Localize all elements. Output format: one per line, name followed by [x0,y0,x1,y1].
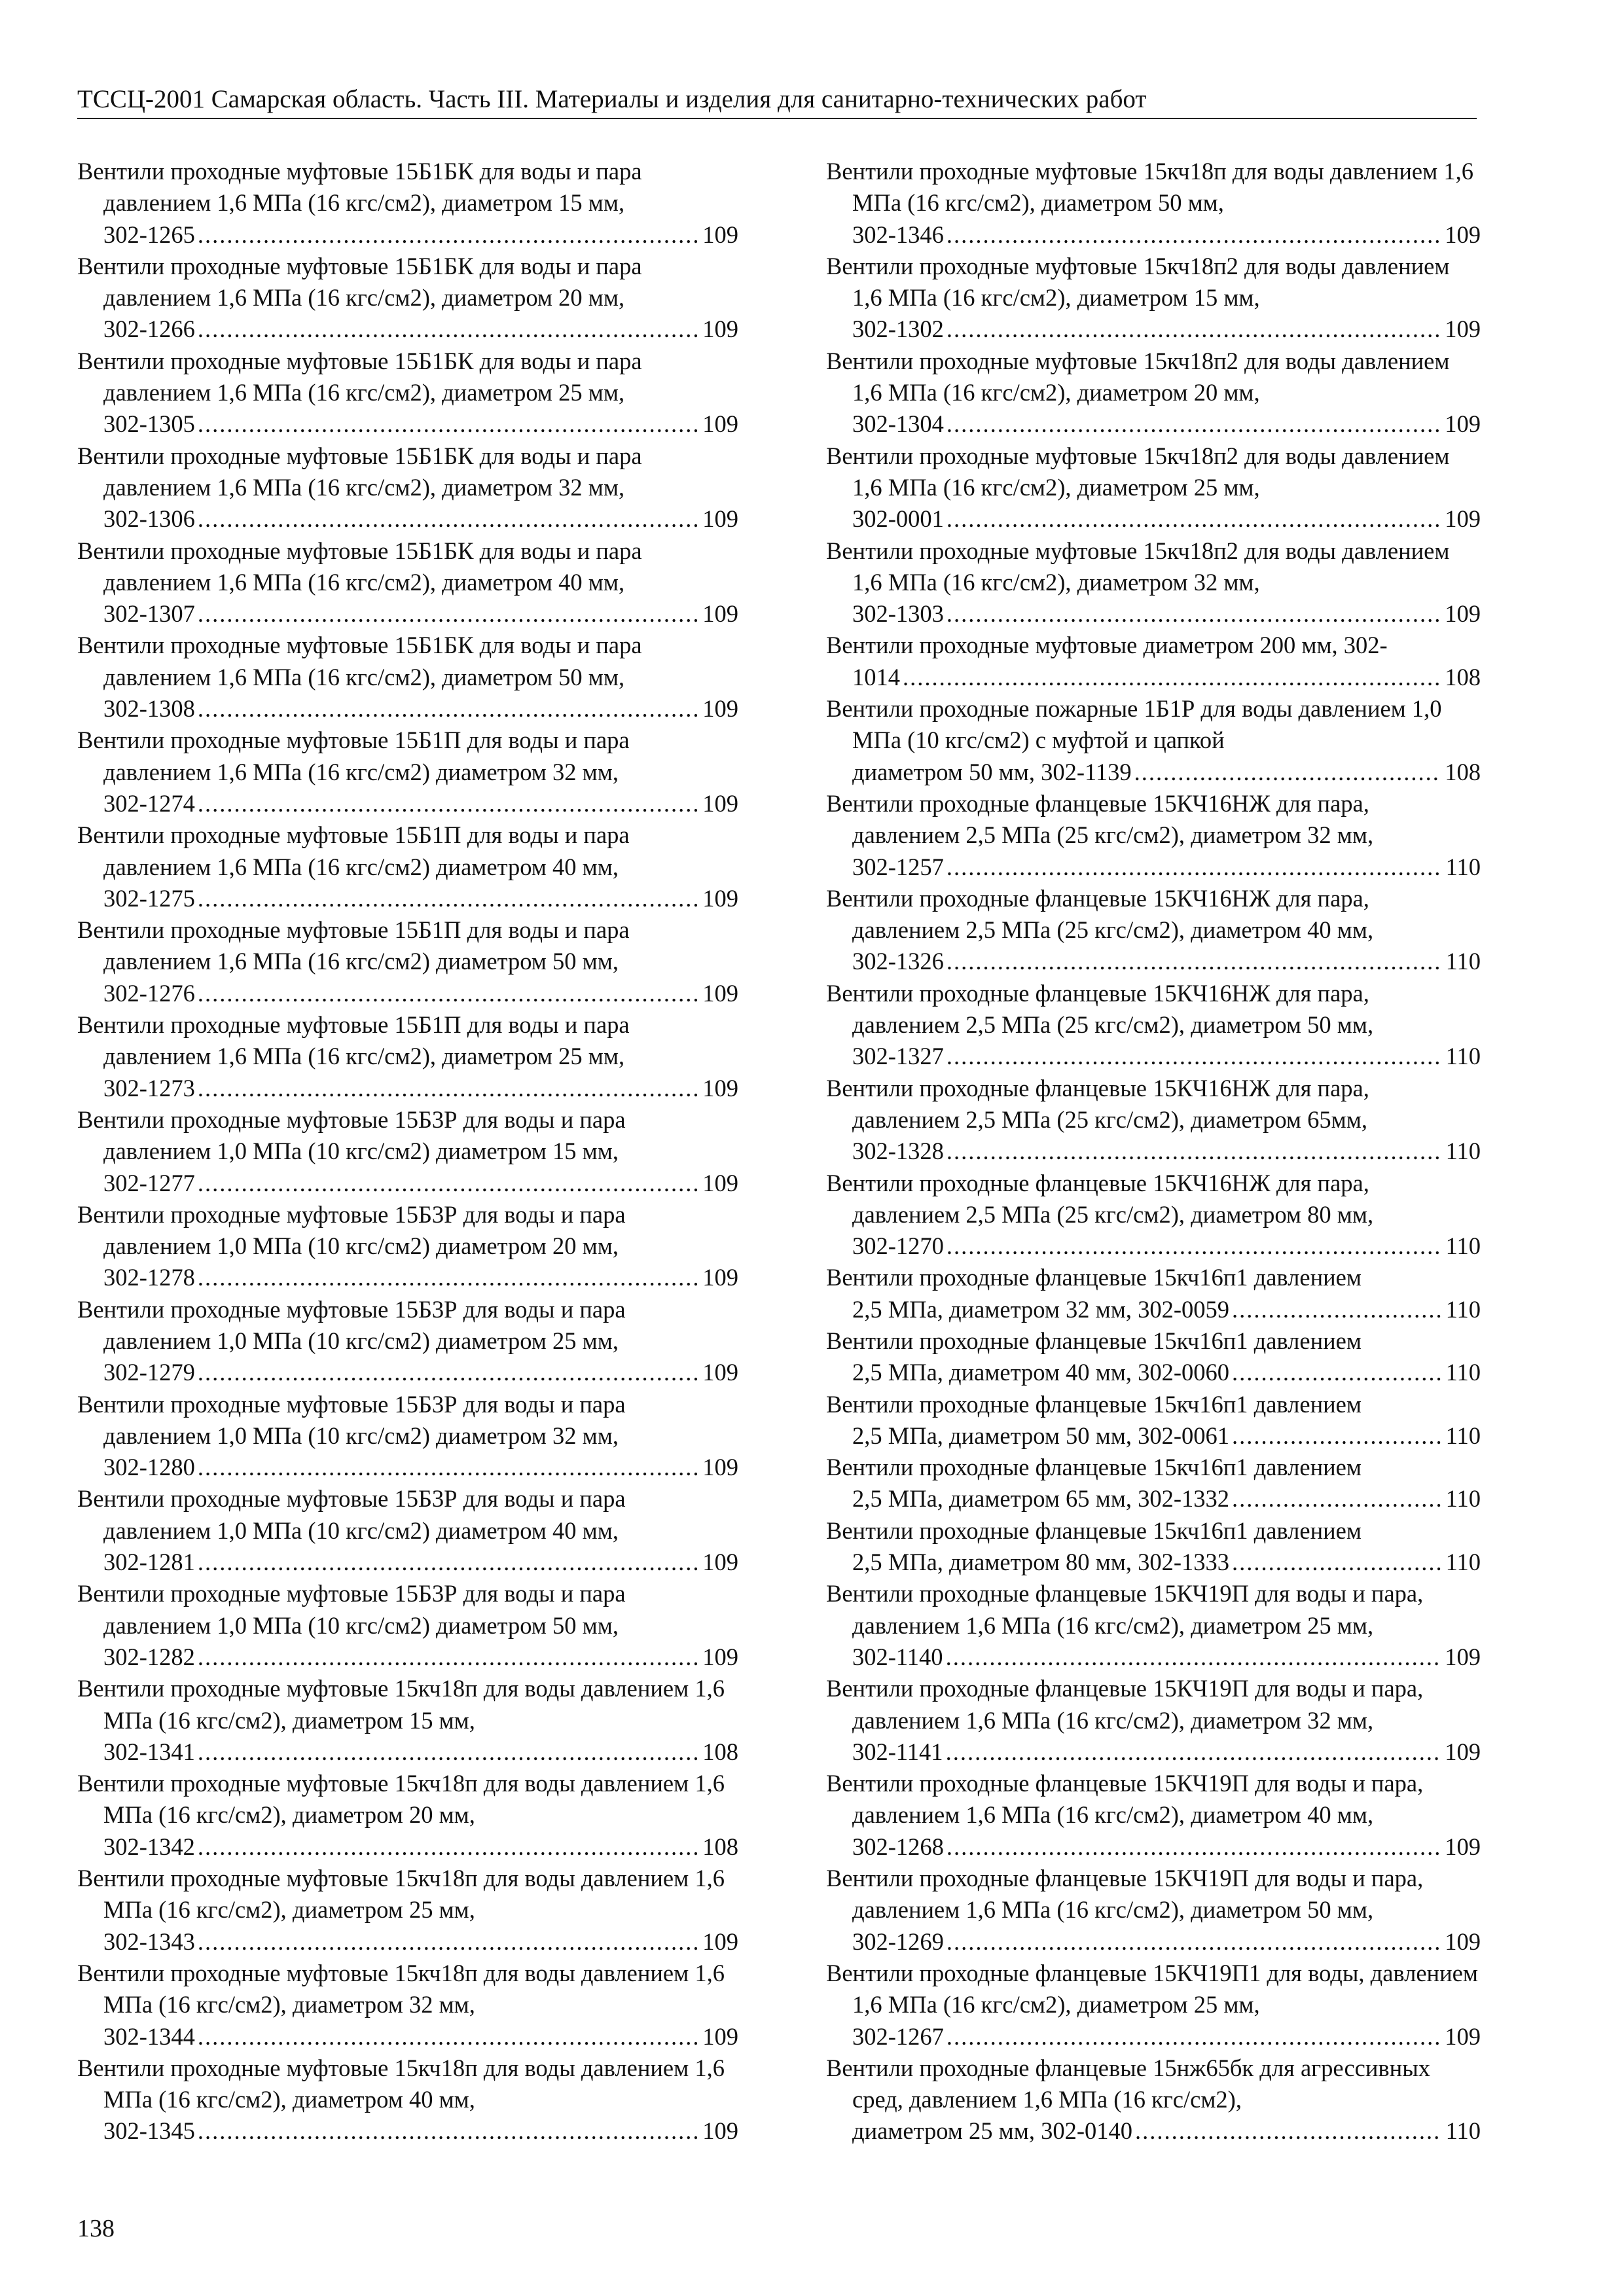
index-entry-code: 2,5 МПа, диаметром 32 мм, 302-0059 [852,1295,1230,1323]
index-entry [77,914,738,1009]
index-entry-tail [103,2021,738,2053]
index-entry [826,1863,1481,1958]
index-entry-code: 302-1279 [103,1359,195,1386]
index-entry-page: 109 [702,1169,738,1196]
page-number: 138 [77,2215,115,2242]
running-header: ТССЦ-2001 Самарская область. Часть III. Материалы и изделия для санитарно-технических работ [77,84,1477,119]
index-entry-text: Вентили проходные фланцевые 15КЧ16НЖ для пара, давлением 2,5 МПа (25 кгс/см2), диаметром 65мм, [826,1074,1369,1133]
index-entry-text: Вентили проходные муфтовые 15Б1П для воды и пара давлением 1,6 МПа (16 кгс/см2) диаметром 32 мм, [77,726,630,785]
index-entry-text: Вентили проходные фланцевые 15КЧ19П для воды и пара, давлением 1,6 МПа (16 кгс/см2), диаметром 25 мм, [826,1580,1424,1639]
index-entry-page: 110 [1445,1043,1481,1070]
index-entry-tail [103,1452,738,1483]
index-entry-code: 302-1306 [103,505,195,533]
index-entry-code: 302-1282 [103,1643,195,1670]
index-entry-code: 2,5 МПа, диаметром 65 мм, 302-1332 [852,1485,1230,1513]
index-entry-tail [103,1547,738,1578]
index-entry-tail [852,408,1481,440]
index-entry-code: 302-1273 [103,1074,195,1102]
index-entry-code: 302-1141 [852,1738,943,1765]
dot-leader [198,1357,698,1388]
index-entry-code: 302-1341 [103,1738,195,1765]
index-entry-code: 302-1277 [103,1169,195,1196]
index-entry-text: Вентили проходные муфтовые 15Б1БК для воды и пара давлением 1,6 МПа (16 кгс/см2), диаметром 25 мм, [77,347,642,406]
index-entry-tail [103,314,738,345]
index-entry-text: Вентили проходные муфтовые 15кч18п2 для воды давлением 1,6 МПа (16 кгс/см2), диаметром 20 мм, [826,347,1450,406]
index-entry-tail [852,2115,1481,2147]
index-entry-text: Вентили проходные муфтовые 15Б1БК для воды и пара давлением 1,6 МПа (16 кгс/см2), диаметром 50 мм, [77,632,642,691]
dot-leader [198,883,698,914]
index-entry-code: 1014 [852,663,900,691]
index-entry [77,725,738,819]
index-entry-text: Вентили проходные муфтовые 15Б1П для воды и пара давлением 1,6 МПа (16 кгс/см2), диаметром 25 мм, [77,1011,630,1070]
index-entry-code: 302-1269 [852,1928,944,1955]
dot-leader [198,314,698,345]
dot-leader [947,314,1441,345]
dot-leader [947,1230,1442,1262]
index-entry-code: 2,5 МПа, диаметром 80 мм, 302-1333 [852,1549,1230,1576]
dot-leader [198,978,698,1009]
dot-leader [947,1041,1442,1072]
index-entry-page: 109 [1445,505,1481,533]
index-entry-text: Вентили проходные муфтовые 15Б3Р для воды и пара давлением 1,0 МПа (10 кгс/см2) диаметром 20 мм, [77,1200,626,1260]
index-entry-text: Вентили проходные фланцевые 15кч16п1 давлением [826,1454,1362,1481]
index-entry [826,1673,1481,1768]
index-entry-page: 110 [1445,853,1481,880]
index-entry-code: 302-1343 [103,1928,195,1955]
index-entry-text: Вентили проходные муфтовые 15кч18п для воды давлением 1,6 МПа (16 кгс/см2), диаметром 25 мм, [77,1865,725,1924]
index-entry-text: Вентили проходные фланцевые 15кч16п1 давлением [826,1327,1362,1354]
index-entry-code: 302-1342 [103,1833,195,1860]
index-entry-tail [103,1073,738,1104]
index-entry-text: Вентили проходные фланцевые 15кч16п1 давлением [826,1516,1362,1544]
index-entry [826,883,1481,978]
index-entry [77,1768,738,1863]
index-entry-code: 302-1302 [852,315,944,343]
index-entry-tail [852,1831,1481,1863]
index-entry-text: Вентили проходные фланцевые 15КЧ19П для воды и пара, давлением 1,6 МПа (16 кгс/см2), диаметром 40 мм, [826,1770,1424,1829]
index-entry-tail [852,1926,1481,1958]
index-entry-page: 109 [702,1454,738,1481]
index-entry-code: 302-0001 [852,505,944,533]
index-entry [826,693,1481,788]
index-entry [826,251,1481,346]
index-entry [77,535,738,630]
dot-leader [1232,1294,1442,1325]
dot-leader [198,1452,698,1483]
index-entry-page: 109 [702,1264,738,1291]
index-entry-page: 109 [1445,221,1481,248]
index-entry-text: Вентили проходные муфтовые 15кч18п для воды давлением 1,6 МПа (16 кгс/см2), диаметром 32 мм, [77,1959,725,2018]
index-entry-text: Вентили проходные муфтовые диаметром 200 мм, 302- [826,632,1388,659]
index-entry [826,156,1481,251]
index-entry [826,346,1481,440]
index-entry-page: 109 [1445,1738,1481,1765]
index-entry-text: Вентили проходные фланцевые 15КЧ16НЖ для пара, давлением 2,5 МПа (25 кгс/см2), диаметром 80 мм, [826,1169,1374,1228]
index-entry-code: 302-1304 [852,410,944,438]
index-entry-tail [103,788,738,819]
index-entry-text: Вентили проходные муфтовые 15Б3Р для воды и пара давлением 1,0 МПа (10 кгс/см2) диаметром 40 мм, [77,1485,626,1544]
index-entry-text: Вентили проходные фланцевые 15КЧ19П для воды и пара, давлением 1,6 МПа (16 кгс/см2), диаметром 50 мм, [826,1865,1424,1924]
index-entry-text: Вентили проходные муфтовые 15кч18п для воды давлением 1,6 МПа (16 кгс/см2), диаметром 20 мм, [77,1770,725,1829]
index-entry [826,1452,1481,1515]
index-entry-tail [852,2021,1481,2053]
index-entry-code: 302-1140 [852,1643,943,1670]
index-entry [826,2053,1481,2147]
index-entry-tail [852,852,1481,883]
index-entry-text: Вентили проходные муфтовые 15Б3Р для воды и пара давлением 1,0 МПа (10 кгс/см2) диаметром 25 мм, [77,1295,626,1354]
index-entry-code: 302-1345 [103,2117,195,2145]
index-entry-tail [103,503,738,535]
index-entry-tail [103,978,738,1009]
dot-leader [198,693,698,725]
index-entry-text: Вентили проходные фланцевые 15КЧ19П для воды и пара, давлением 1,6 МПа (16 кгс/см2), диаметром 32 мм, [826,1675,1424,1734]
index-entry-tail [103,1641,738,1673]
dot-leader [947,852,1442,883]
index-entry [77,440,738,535]
index-entry-tail [103,1736,738,1768]
index-entry-code: 302-1265 [103,221,195,248]
index-entry [77,1483,738,1578]
index-entry-page: 109 [702,1549,738,1576]
index-entry-page: 109 [702,600,738,628]
index-entry-page: 109 [702,2117,738,2145]
index-entry-page: 109 [702,884,738,912]
index-entry-code: диаметром 50 мм, 302-1139 [852,758,1132,785]
index-entry [826,1958,1481,2053]
index-entry [77,1578,738,1673]
index-entry [77,819,738,914]
index-entry-page: 110 [1445,1422,1481,1449]
index-entry-page: 109 [1445,2022,1481,2050]
index-entry [826,440,1481,535]
index-entry-tail [852,1420,1481,1452]
index-entry-text: Вентили проходные фланцевые 15кч16п1 давлением [826,1264,1362,1291]
index-entry-tail [852,598,1481,630]
index-entry-tail [852,1641,1481,1673]
dot-leader [946,1736,1441,1768]
index-entry-code: 302-1305 [103,410,195,438]
dot-leader [198,1168,698,1199]
index-entry-text: Вентили проходные фланцевые 15КЧ16НЖ для пара, давлением 2,5 МПа (25 кгс/см2), диаметром 50 мм, [826,979,1374,1039]
index-entry [826,1262,1481,1325]
index-entry-page: 109 [702,2022,738,2050]
index-entry-code: 302-1308 [103,695,195,723]
dot-leader [198,503,698,535]
index-entry-code: 302-1267 [852,2022,944,2050]
index-entry-text: Вентили проходные муфтовые 15Б1П для воды и пара давлением 1,6 МПа (16 кгс/см2) диаметром 40 мм, [77,821,630,880]
index-entry-page: 109 [702,221,738,248]
dot-leader [1232,1547,1442,1578]
index-entry [77,1863,738,1958]
index-entry [826,1325,1481,1389]
index-entry-tail [103,1262,738,1293]
index-entry-text: Вентили проходные фланцевые 15КЧ19П1 для воды, давлением 1,6 МПа (16 кгс/см2), диаметром 25 мм, [826,1959,1478,2018]
index-entry-page: 109 [702,315,738,343]
dot-leader [947,946,1442,977]
index-entry-text: Вентили проходные фланцевые 15КЧ16НЖ для пара, давлением 2,5 МПа (25 кгс/см2), диаметром 40 мм, [826,884,1374,944]
index-entry-tail [852,503,1481,535]
index-entry-text: Вентили проходные муфтовые 15Б1БК для воды и пара давлением 1,6 МПа (16 кгс/см2), диаметром 32 мм, [77,442,642,501]
index-entry-page: 109 [1445,600,1481,628]
dot-leader [1232,1357,1442,1388]
dot-leader [198,1547,698,1578]
index-entry [77,251,738,346]
index-entry-page: 110 [1445,1295,1481,1323]
dot-leader [198,788,698,819]
index-entry [77,1009,738,1104]
index-entry-page: 109 [702,505,738,533]
index-entry-page: 110 [1445,1549,1481,1576]
index-entry-code: 302-1281 [103,1549,195,1576]
index-entry-text: Вентили проходные муфтовые 15Б1П для воды и пара давлением 1,6 МПа (16 кгс/см2) диаметром 50 мм, [77,916,630,975]
index-entry-code: 302-1327 [852,1043,944,1070]
index-entry-tail [852,1736,1481,1768]
index-entry-tail [852,1547,1481,1578]
index-entry-tail [852,1483,1481,1515]
index-entry [826,978,1481,1073]
index-entry-text: Вентили проходные фланцевые 15нж65бк для агрессивных сред, давлением 1,6 МПа (16 кгс/см2), [826,2054,1430,2113]
index-entry-page: 109 [702,695,738,723]
dot-leader [947,1136,1442,1167]
index-entry [826,630,1481,693]
index-entry-tail [852,1041,1481,1072]
index-entry-tail [852,757,1481,788]
index-entry-code: 302-1346 [852,221,944,248]
index-entry-tail [852,662,1481,693]
index-entry-text: Вентили проходные муфтовые 15Б1БК для воды и пара давлением 1,6 МПа (16 кгс/см2), диаметром 20 мм, [77,252,642,312]
index-entry-text: Вентили проходные муфтовые 15кч18п для воды давлением 1,6 МПа (16 кгс/см2), диаметром 15 мм, [77,1675,725,1734]
index-entry-text: Вентили проходные муфтовые 15Б1БК для воды и пара давлением 1,6 МПа (16 кгс/см2), диаметром 40 мм, [77,537,642,596]
index-entry-tail [852,1136,1481,1167]
index-entry-page: 109 [702,410,738,438]
dot-leader [947,2021,1441,2053]
index-entry-code: 302-1280 [103,1454,195,1481]
index-entry-code: 302-1266 [103,315,195,343]
dot-leader [198,1262,698,1293]
index-entry [77,1199,738,1294]
index-entry-text: Вентили проходные муфтовые 15кч18п2 для воды давлением 1,6 МПа (16 кгс/см2), диаметром 15 мм, [826,252,1450,312]
index-entry-code: 302-1344 [103,2022,195,2050]
index-entry-code: 302-1328 [852,1138,944,1165]
dot-leader [198,1831,698,1863]
dot-leader [198,2021,698,2053]
index-entry-tail [852,219,1481,251]
index-entry-text: Вентили проходные пожарные 1Б1Р для воды давлением 1,0 МПа (10 кгс/см2) с муфтой и цапкой [826,695,1442,754]
index-entry-page: 110 [1445,1138,1481,1165]
index-entry-page: 109 [1445,1833,1481,1860]
index-entry-page: 108 [1445,758,1481,785]
dot-leader [947,408,1441,440]
index-entry-page: 109 [1445,315,1481,343]
index-entry-page: 110 [1445,1232,1481,1260]
index-entry [77,630,738,725]
index-entry-tail [852,314,1481,345]
index-entry-code: диаметром 25 мм, 302-0140 [852,2117,1133,2145]
index-entry [826,1168,1481,1263]
index-entry-page: 110 [1445,948,1481,975]
index-entry-tail [103,883,738,914]
index-entry-code: 302-1274 [103,789,195,817]
dot-leader [947,503,1441,535]
dot-leader [947,219,1441,251]
index-entry [77,1673,738,1768]
index-entry-text: Вентили проходные муфтовые 15Б3Р для воды и пара давлением 1,0 МПа (10 кгс/см2) диаметром 50 мм, [77,1580,626,1639]
index-entry-page: 109 [702,789,738,817]
index-entry-text: Вентили проходные фланцевые 15КЧ16НЖ для пара, давлением 2,5 МПа (25 кгс/см2), диаметром 32 мм, [826,789,1374,849]
dot-leader [198,1641,698,1673]
index-entry-code: 302-1307 [103,600,195,628]
index-entry-tail [852,1357,1481,1388]
index-entry [77,1958,738,2053]
index-entry-text: Вентили проходные муфтовые 15Б3Р для воды и пара давлением 1,0 МПа (10 кгс/см2) диаметром 32 мм, [77,1390,626,1449]
index-entry-tail [852,1294,1481,1325]
index-entry-page: 109 [1445,1643,1481,1670]
index-entry-code: 2,5 МПа, диаметром 40 мм, 302-0060 [852,1359,1230,1386]
index-column-left [77,156,738,2147]
index-entry-tail [852,1230,1481,1262]
index-entry-code: 302-1270 [852,1232,944,1260]
index-entry-tail [103,1926,738,1958]
dot-leader [198,1926,698,1958]
index-entry-page: 108 [702,1833,738,1860]
index-entry [77,1294,738,1389]
index-entry-text: Вентили проходные фланцевые 15кч16п1 давлением [826,1390,1362,1418]
dot-leader [198,2115,698,2147]
index-entry [826,1578,1481,1673]
index-entry-code: 302-1276 [103,979,195,1007]
dot-leader [1134,757,1441,788]
dot-leader [1232,1420,1442,1452]
index-entry-code: 302-1278 [103,1264,195,1291]
index-entry [826,788,1481,883]
index-column-right [826,156,1481,2147]
index-entry-tail [103,693,738,725]
index-entry [77,2053,738,2147]
dot-leader [946,1641,1441,1673]
index-entry [826,1515,1481,1579]
dot-leader [947,598,1441,630]
dot-leader [198,1073,698,1104]
index-entry-text: Вентили проходные муфтовые 15Б1БК для воды и пара давлением 1,6 МПа (16 кгс/см2), диаметром 15 мм, [77,158,642,217]
index-entry-page: 109 [702,1928,738,1955]
index-entry [826,1389,1481,1452]
dot-leader [947,1831,1441,1863]
index-entry-code: 302-1303 [852,600,944,628]
index-entry-page: 110 [1445,1485,1481,1513]
index-entry-page: 110 [1445,2117,1481,2145]
index-entry-code: 302-1257 [852,853,944,880]
index-entry-text: Вентили проходные муфтовые 15кч18п для воды давлением 1,6 МПа (16 кгс/см2), диаметром 40 мм, [77,2054,725,2113]
index-entry [77,1104,738,1199]
index-entry [77,156,738,251]
index-entry [77,1389,738,1484]
index-entry-tail [103,1168,738,1199]
index-entry-page: 109 [702,979,738,1007]
dot-leader [198,1736,698,1768]
index-entry [826,535,1481,630]
index-entry-tail [103,219,738,251]
index-entry-page: 109 [1445,410,1481,438]
index-entry-page: 109 [702,1359,738,1386]
index-entry-text: Вентили проходные муфтовые 15кч18п2 для воды давлением 1,6 МПа (16 кгс/см2), диаметром 25 мм, [826,442,1450,501]
index-entry-code: 302-1326 [852,948,944,975]
index-entry [826,1768,1481,1863]
index-entry-page: 110 [1445,1359,1481,1386]
index-entry [77,346,738,440]
index-entry-text: Вентили проходные муфтовые 15кч18п для воды давлением 1,6 МПа (16 кгс/см2), диаметром 50 мм, [826,158,1473,217]
index-entry-tail [103,1357,738,1388]
index-entry-page: 109 [702,1643,738,1670]
index-entry-tail [103,1831,738,1863]
index-entry-text: Вентили проходные муфтовые 15Б3Р для воды и пара давлением 1,0 МПа (10 кгс/см2) диаметром 15 мм, [77,1105,626,1165]
dot-leader [903,662,1441,693]
dot-leader [1135,2115,1442,2147]
index-entry-tail [103,408,738,440]
index-entry-page: 108 [1445,663,1481,691]
index-entry-code: 2,5 МПа, диаметром 50 мм, 302-0061 [852,1422,1230,1449]
index-entry [826,1073,1481,1168]
index-entry-page: 108 [702,1738,738,1765]
index-entry-tail [852,946,1481,977]
index-entry-code: 302-1268 [852,1833,944,1860]
dot-leader [1232,1483,1442,1515]
dot-leader [198,598,698,630]
index-entry-code: 302-1275 [103,884,195,912]
dot-leader [198,408,698,440]
index-entry-tail [103,2115,738,2147]
index-entry-text: Вентили проходные муфтовые 15кч18п2 для воды давлением 1,6 МПа (16 кгс/см2), диаметром 32 мм, [826,537,1450,596]
dot-leader [198,219,698,251]
dot-leader [947,1926,1441,1958]
index-entry-page: 109 [702,1074,738,1102]
index-entry-page: 109 [1445,1928,1481,1955]
index-entry-tail [103,598,738,630]
